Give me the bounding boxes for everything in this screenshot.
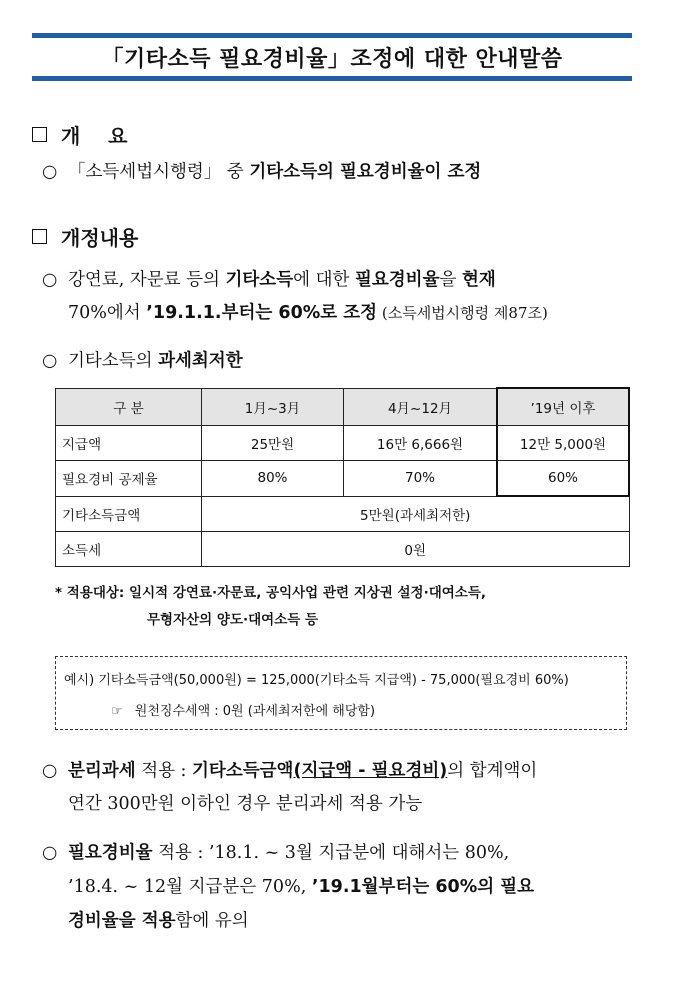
p3-text-b: 적용 : — [135, 761, 193, 781]
p4-text-b: 적용 : ’18.1. ~ 3월 지급분에 대해서는 80%, — [152, 843, 510, 863]
p4-bold-e: 경비율을 적용 — [68, 911, 176, 931]
p1-bold-i: ’19.1.1.부터는 60%로 조정 — [146, 303, 378, 323]
bullet-circle-icon: ○ — [42, 270, 58, 290]
bullet-circle-icon: ○ — [42, 761, 58, 781]
separate-tax-paragraph — [42, 755, 634, 821]
table-cell: 소득세 — [56, 532, 202, 567]
revision-heading: 개정내용 — [61, 226, 139, 250]
expense-rate-paragraph — [42, 836, 634, 938]
table-cell: 60% — [497, 461, 629, 497]
table-cell: 기타소득금액 — [56, 496, 202, 532]
example-line-1: 예시) 기타소득금액(50,000원) = 125,000(기타소득 지급액) - 75,000(필요경비 60%) — [64, 673, 569, 688]
table-row — [56, 532, 630, 567]
p1-text-h: 에서 — [106, 303, 147, 323]
table-header-row — [56, 388, 630, 426]
p1-bold-b: 기타소득 — [225, 270, 294, 290]
table-cell: 80% — [202, 461, 344, 497]
revision-paragraph-2 — [42, 345, 634, 378]
p3-underline-d: (지급액 - 필요경비) — [293, 761, 448, 781]
p1-bold-d: 필요경비율 — [354, 270, 440, 290]
note-line-1: * 적용대상: 일시적 강연료·자문료, 공익사업 관련 지상권 설정·대여소득, — [55, 585, 487, 601]
table-cell: 16만 6,666원 — [344, 426, 498, 461]
table-header-cell: ’19년 이후 — [497, 388, 629, 426]
table-cell: 필요경비 공제율 — [56, 461, 202, 497]
title-box — [32, 33, 632, 81]
revision-paragraph-1 — [42, 264, 634, 330]
p2-text-a: 기타소득의 — [68, 351, 159, 371]
example-line-2-text: 원천징수세액 : 0원 (과세최저한에 해당함) — [134, 704, 376, 719]
p1-text-j: (소득세법시행령 제87조) — [377, 304, 548, 322]
table-row — [56, 496, 630, 532]
page-title: 「기타소득 필요경비율」조정에 대한 안내말씀 — [101, 46, 563, 72]
p1-bold-f: 현재 — [461, 270, 496, 290]
table-header-cell: 구 분 — [56, 388, 202, 426]
table-cell: 5만원(과세최저한) — [202, 496, 630, 532]
table-cell: 지급액 — [56, 426, 202, 461]
example-box — [55, 656, 627, 730]
note-line-2: 무형자산의 양도·대여소득 등 — [147, 612, 319, 628]
table-header-cell: 4月~12月 — [344, 388, 498, 426]
table-row — [56, 461, 630, 497]
table-cell: 70% — [344, 461, 498, 497]
p4-text-c: ’18.4. ~ 12월 지급분은 70%, — [68, 877, 312, 897]
p4-bold-a: 필요경비율 — [68, 843, 153, 863]
p4-bold-d: ’19.1월부터는 60%의 필요 — [311, 877, 535, 897]
overview-bold-text: 기타소득의 필요경비율이 조정 — [249, 162, 482, 182]
bullet-circle-icon: ○ — [42, 843, 58, 863]
p1-text-e: 을 — [439, 270, 462, 290]
example-line-2 — [111, 700, 375, 719]
table-cell: 0원 — [202, 532, 630, 567]
p3-text-e: 의 합계액이 — [447, 761, 538, 781]
p1-text-g: 70% — [68, 303, 107, 323]
p1-text-c: 에 대한 — [293, 270, 355, 290]
p3-text-f: 연간 300만원 이하인 경우 분리과세 적용 가능 — [68, 794, 423, 814]
table-header-cell: 1月~3月 — [202, 388, 344, 426]
p3-bold-c: 기타소득금액 — [192, 761, 294, 781]
p3-bold-a: 분리과세 — [68, 761, 136, 781]
checkbox-square-icon — [32, 127, 47, 142]
bullet-circle-icon: ○ — [42, 162, 58, 182]
section-overview — [32, 120, 128, 149]
overview-line — [42, 156, 634, 189]
tax-threshold-table — [55, 387, 630, 567]
p1-text-a: 강연료, 자문료 등의 — [68, 270, 226, 290]
note-applicable — [55, 580, 635, 634]
bullet-circle-icon: ○ — [42, 351, 58, 371]
pointing-hand-icon: ☞ — [111, 704, 123, 719]
p4-text-f: 함에 유의 — [175, 911, 249, 931]
checkbox-square-icon — [32, 229, 47, 244]
table-row — [56, 426, 630, 461]
overview-text: 「소득세법시행령」 중 — [68, 162, 250, 182]
section-revision — [32, 222, 138, 251]
table-cell: 25만원 — [202, 426, 344, 461]
p2-bold-b: 과세최저한 — [158, 351, 243, 371]
overview-heading: 개 요 — [61, 124, 128, 148]
table-cell: 12만 5,000원 — [497, 426, 629, 461]
